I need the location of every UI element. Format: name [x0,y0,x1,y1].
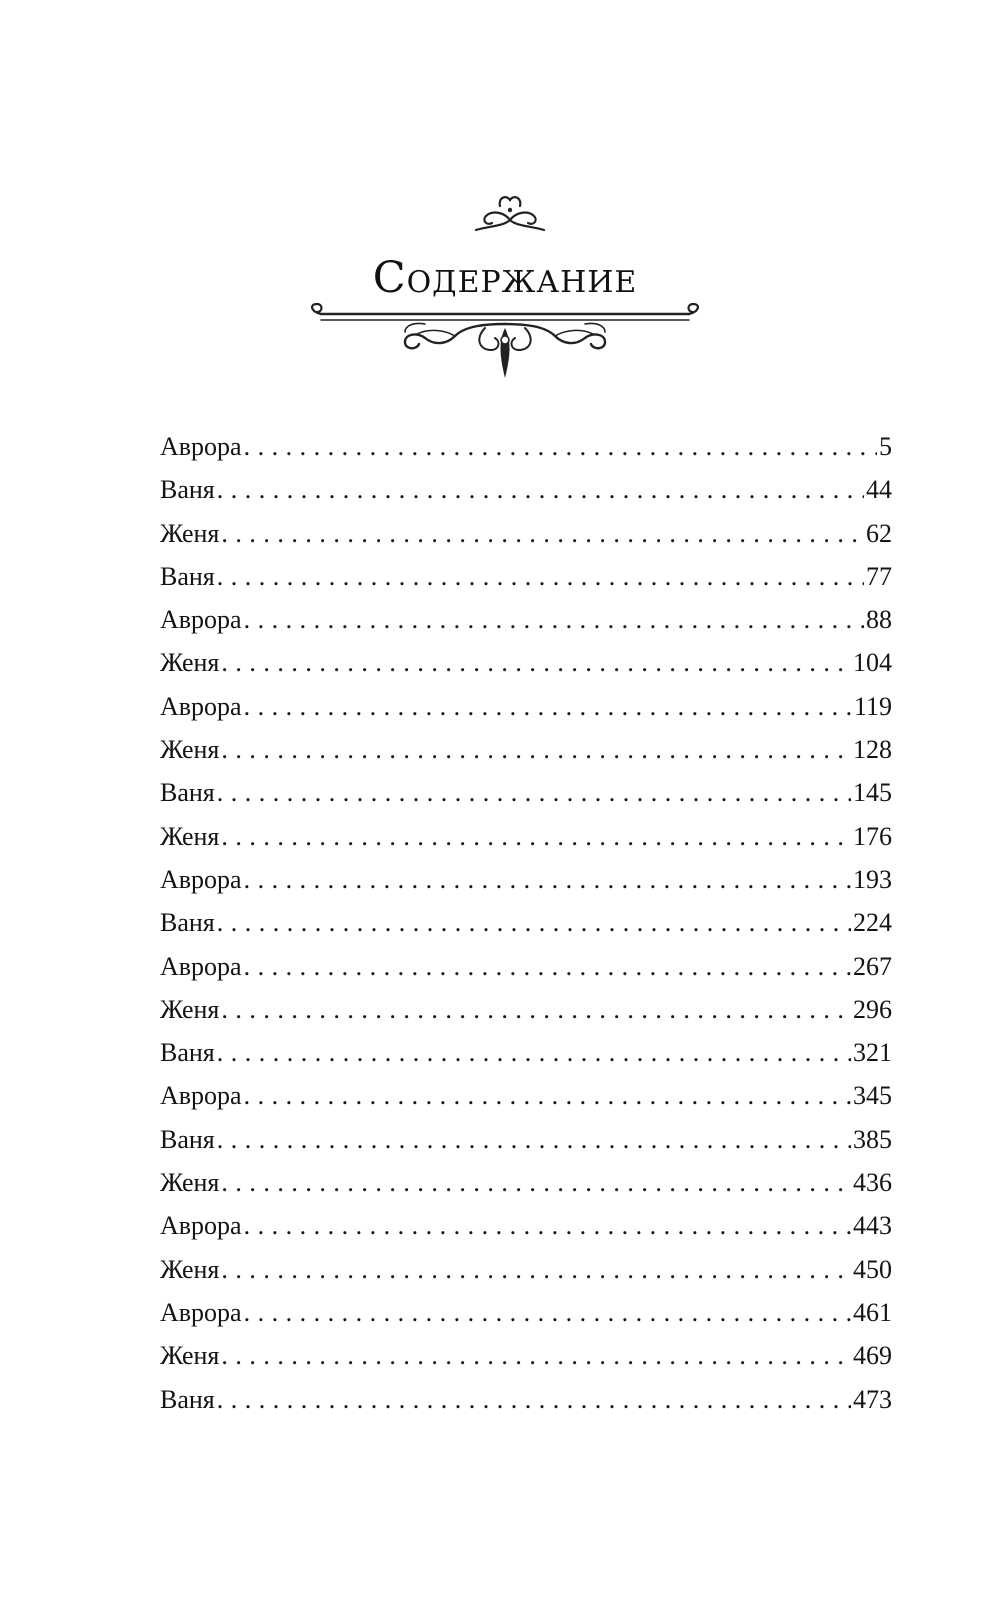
toc-entry[interactable] [160,1248,892,1291]
toc-entry-page: 443 [853,1211,892,1241]
toc-entry-title: Ваня [160,561,215,591]
toc-entry-page: 44 [866,475,892,505]
toc-entry-title: Женя [160,648,220,678]
toc-dot-leader [244,425,877,468]
toc-entry-title: Женя [160,1168,220,1198]
toc-entry[interactable] [160,1031,892,1074]
toc-dot-leader [244,685,852,728]
toc-entry-title: Женя [160,1341,220,1371]
toc-entry-page: 436 [853,1168,892,1198]
toc-entry-title: Женя [160,1254,220,1284]
toc-dot-leader [221,1248,851,1291]
toc-entry-title: Ваня [160,778,215,808]
toc-dot-leader [217,901,851,944]
toc-entry-title: Ваня [160,1038,215,1068]
toc-entry[interactable] [160,1291,892,1334]
toc-dot-leader [217,555,864,598]
toc-dot-leader [244,1291,851,1334]
toc-entry-page: 62 [866,518,892,548]
table-of-contents [160,425,892,1421]
toc-dot-leader [244,598,864,641]
toc-entry-page: 145 [853,778,892,808]
page-title: Содержание [372,253,638,303]
toc-entry-page: 385 [853,1124,892,1154]
toc-entry-page: 321 [853,1038,892,1068]
toc-entry-page: 224 [853,908,892,938]
toc-entry-title: Женя [160,821,220,851]
toc-entry[interactable] [160,512,892,555]
toc-entry-page: 88 [866,605,892,635]
toc-entry-page: 267 [853,951,892,981]
toc-entry-title: Ваня [160,908,215,938]
toc-dot-leader [221,1161,851,1204]
toc-entry-page: 461 [853,1297,892,1327]
toc-entry-title: Женя [160,994,220,1024]
toc-entry[interactable] [160,598,892,641]
toc-entry-title: Аврора [160,864,242,894]
toc-entry[interactable] [160,1378,892,1421]
toc-entry-page: 176 [853,821,892,851]
toc-entry[interactable] [160,901,892,944]
toc-entry[interactable] [160,1118,892,1161]
toc-entry-title: Аврора [160,432,242,461]
toc-entry-page: 193 [853,864,892,894]
toc-entry[interactable] [160,641,892,684]
toc-dot-leader [217,468,864,511]
toc-entry-title: Ваня [160,1124,215,1154]
toc-dot-leader [244,858,851,901]
toc-entry[interactable] [160,1204,892,1247]
toc-dot-leader [217,1031,851,1074]
toc-entry-title: Ваня [160,1384,215,1414]
toc-entry-page: 469 [853,1341,892,1371]
toc-dot-leader [244,945,851,988]
toc-entry[interactable] [160,555,892,598]
toc-entry-page: 77 [866,561,892,591]
toc-entry[interactable] [160,988,892,1031]
toc-entry[interactable] [160,858,892,901]
toc-entry[interactable] [160,425,892,468]
toc-dot-leader [221,815,851,858]
toc-entry-title: Ваня [160,475,215,505]
toc-entry[interactable] [160,468,892,511]
toc-entry-title: Женя [160,518,220,548]
toc-entry-title: Аврора [160,1211,242,1241]
toc-entry-page: 119 [853,691,892,721]
toc-entry[interactable] [160,771,892,814]
toc-entry-page: 450 [853,1254,892,1284]
toc-dot-leader [217,771,851,814]
toc-dot-leader [221,728,851,771]
toc-dot-leader [244,1204,851,1247]
toc-entry-page: 296 [853,994,892,1024]
toc-entry-title: Женя [160,735,220,765]
toc-entry-page: 104 [853,648,892,678]
toc-dot-leader [221,1334,851,1377]
toc-entry-title: Аврора [160,605,242,635]
toc-entry[interactable] [160,945,892,988]
toc-entry[interactable] [160,1334,892,1377]
scroll-flourish-icon [470,190,550,236]
toc-entry-page: 128 [853,735,892,765]
toc-entry[interactable] [160,1161,892,1204]
toc-entry-title: Аврора [160,691,242,721]
toc-dot-leader [217,1118,851,1161]
toc-dot-leader [244,1074,851,1117]
toc-entry-title: Аврора [160,1081,242,1111]
toc-entry[interactable] [160,1074,892,1117]
toc-entry-title: Аврора [160,1297,242,1327]
toc-entry-page: 345 [853,1081,892,1111]
filigree-divider-icon [305,294,705,386]
toc-dot-leader [217,1378,851,1421]
toc-entry[interactable] [160,815,892,858]
toc-dot-leader [221,512,864,555]
toc-entry[interactable] [160,728,892,771]
toc-entry[interactable] [160,685,892,728]
toc-dot-leader [221,988,851,1031]
toc-entry-title: Аврора [160,951,242,981]
toc-dot-leader [221,641,851,684]
toc-entry-page: 5 [879,432,892,461]
toc-entry-page: 473 [853,1384,892,1414]
